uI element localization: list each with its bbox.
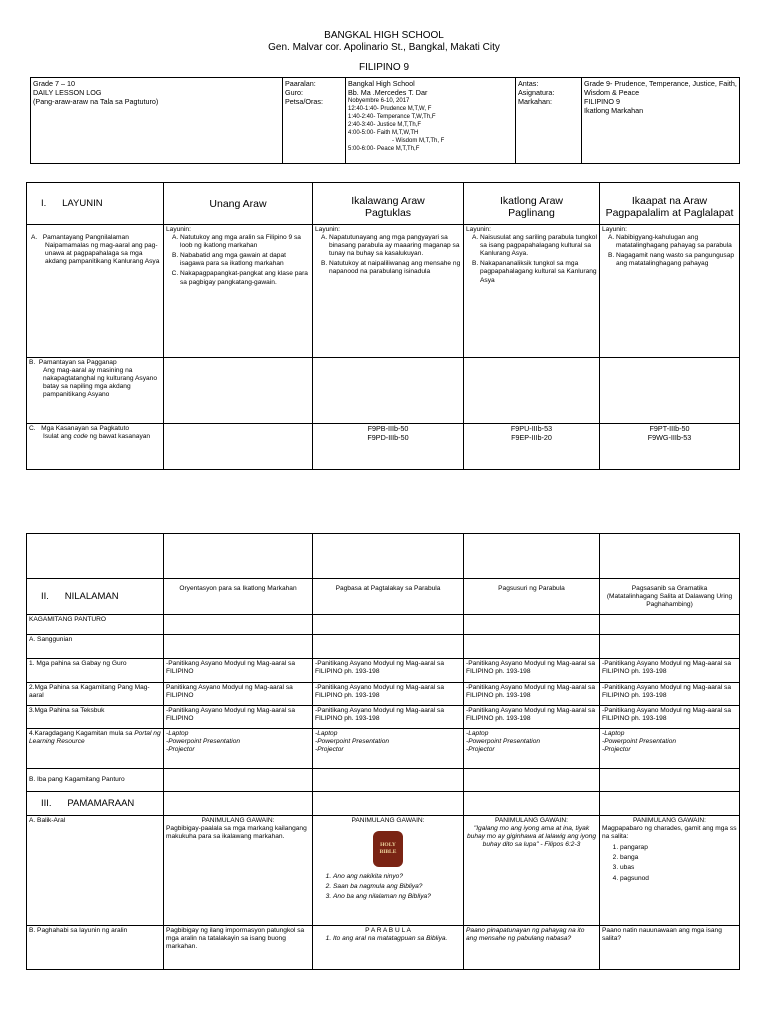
layunin-word: Layunin: bbox=[466, 226, 491, 233]
paaralan-label: Paaralan: bbox=[285, 79, 316, 88]
dll-title: DAILY LESSON LOG bbox=[33, 88, 102, 97]
day4-objectives bbox=[600, 225, 740, 358]
gabay-guro-day1: -Panitikang Asyano Modyul ng Mag-aaral sa FILIPINO bbox=[164, 659, 313, 683]
teksbuk-day4: -Panitikang Asyano Modyul ng Mag-aaral sa FILIPINO ph. 193-198 bbox=[600, 706, 740, 729]
layunin-table bbox=[26, 182, 740, 470]
row-a-label-block bbox=[29, 234, 161, 266]
materials-day4 bbox=[600, 729, 740, 769]
paghahabi-label: B. Paghahabi sa layunin ng aralin bbox=[27, 926, 164, 970]
day2-objectives bbox=[313, 225, 464, 358]
paghahabi-day4: Paano natin nauunawaan ang mga isang salita? bbox=[600, 926, 740, 970]
blank-cell bbox=[313, 769, 464, 792]
grade-cell bbox=[31, 78, 283, 164]
paghahabi-day1: Pagbibigay ng ilang impormasyon patungkol sa mga aralin na tatalakayin sa isang buong markahan. bbox=[164, 926, 313, 970]
layunin-number: I. bbox=[41, 198, 47, 209]
blank-cell bbox=[600, 792, 740, 816]
materials-day2 bbox=[313, 729, 464, 769]
day2-header: Ikalawang Araw Pagtuklas bbox=[313, 183, 464, 225]
parabula-heading: P A R A B U L A bbox=[365, 927, 411, 934]
row-a-title: Pamantayang Pangnilalaman bbox=[42, 234, 129, 241]
teksbuk-day3: -Panitikang Asyano Modyul ng Mag-aaral sa FILIPINO ph. 193-198 bbox=[464, 706, 600, 729]
kagamitang-mag-aaral-day3: -Panitikang Asyano Modyul ng Mag-aaral sa FILIPINO ph. 193-198 bbox=[464, 683, 600, 706]
content-day1: Oryentasyon para sa Ikatlong Markahan bbox=[164, 579, 313, 615]
row-c-desc-c: ng bawat kasanayan bbox=[87, 433, 151, 441]
blank-cell bbox=[464, 635, 600, 659]
pamamaraan-number: III. bbox=[41, 798, 52, 809]
teksbuk-day1: -Panitikang Asyano Modyul ng Mag-aaral sa FILIPINO bbox=[164, 706, 313, 729]
layunin-word: Layunin: bbox=[166, 226, 191, 233]
skill-code: F9EP-IIIb-20 bbox=[511, 432, 552, 442]
school-values-cell bbox=[346, 78, 516, 164]
blank-cell bbox=[313, 635, 464, 659]
schedule-line: - Wisdom M,T,Th, F bbox=[392, 138, 445, 144]
antas-label: Antas: bbox=[518, 79, 539, 88]
blank-cell bbox=[164, 635, 313, 659]
nilalaman-table bbox=[26, 533, 740, 970]
paghahabi-day2 bbox=[313, 926, 464, 970]
blank-cell bbox=[600, 534, 740, 579]
paaralan-value: Bangkal High School bbox=[348, 79, 415, 88]
kagamitang-mag-aaral-day4: -Panitikang Asyano Modyul ng Mag-aaral sa FILIPINO ph. 193-198 bbox=[600, 683, 740, 706]
balik-aral-day4 bbox=[600, 816, 740, 926]
row-c-day1 bbox=[164, 424, 313, 470]
question-item: 2. Saan ba nagmula ang Bibliya? bbox=[333, 883, 461, 891]
row-b-day3 bbox=[464, 358, 600, 424]
skill-code: F9WG-IIIb-53 bbox=[647, 432, 692, 442]
blank-cell bbox=[313, 615, 464, 635]
objective-item: B. Natutukoy at naipaliliwanag ang mensahe ng napanood na parabulang isinadula bbox=[329, 260, 461, 276]
gabay-guro-day2: -Panitikang Asyano Modyul ng Mag-aaral sa FILIPINO ph. 193-198 bbox=[313, 659, 464, 683]
school-name: BANGKAL HIGH SCHOOL bbox=[324, 30, 444, 41]
karagdagang-label-a: 4.Karagdagang Kagamitan mula sa bbox=[29, 730, 135, 737]
row-c-desc-b: code bbox=[73, 433, 88, 441]
schedule-line: 5:00-6:00- Peace M,T,Th,F bbox=[348, 146, 420, 152]
nilalaman-number: II. bbox=[41, 591, 49, 602]
blank-cell bbox=[313, 792, 464, 816]
row-c-day4 bbox=[600, 424, 740, 470]
guro-label: Guro: bbox=[285, 88, 303, 97]
balik-aral-day2 bbox=[313, 816, 464, 926]
blank-cell bbox=[164, 792, 313, 816]
schedule-line: 12:40-1:40- Prudence M,T,W, F bbox=[348, 106, 432, 112]
school-address: Gen. Malvar cor. Apolinario St., Bangkal, Makati City bbox=[268, 42, 500, 53]
markahan-label: Markahan: bbox=[518, 97, 552, 106]
info-table bbox=[30, 77, 740, 164]
material-item: -Powerpoint Presentation bbox=[466, 738, 541, 746]
blank-cell bbox=[600, 635, 740, 659]
word-item: 2. banga bbox=[620, 854, 737, 862]
nilalaman-title: NILALAMAN bbox=[64, 591, 119, 602]
pamamaraan-heading bbox=[27, 792, 164, 816]
parabula-item: 1. Ito ang aral na matatagpuan sa Bibliya. bbox=[333, 935, 461, 943]
question-item: 1. Ano ang nakikita ninyo? bbox=[333, 873, 461, 881]
karagdagang-label bbox=[27, 729, 164, 769]
dll-subtitle: (Pang-araw-araw na Tala sa Pagtuturo) bbox=[33, 97, 159, 106]
karagdagang-label-b: Portal ng Learning Resource bbox=[29, 730, 161, 746]
gabay-guro-day4: -Panitikang Asyano Modyul ng Mag-aaral sa FILIPINO ph. 193-198 bbox=[600, 659, 740, 683]
objective-item: A. Napatutunayang ang mga pangyayari sa binasang parabula ay maaaring maganap sa tunay na buhay sa kasalukuyan. bbox=[329, 234, 461, 258]
content-day3: Pagsusuri ng Parabula bbox=[464, 579, 600, 615]
grade-labels-cell bbox=[516, 78, 582, 164]
sanggunian-label: A. Sanggunian bbox=[27, 635, 164, 659]
blank-cell bbox=[164, 615, 313, 635]
skill-code: F9PD-IIIb-50 bbox=[367, 432, 409, 442]
balik-aral-day1 bbox=[164, 816, 313, 926]
blank-cell bbox=[164, 534, 313, 579]
row-b-day2 bbox=[313, 358, 464, 424]
guro-value: Bb. Ma .Mercedes T. Dar bbox=[348, 88, 428, 97]
layunin-word: Layunin: bbox=[315, 226, 340, 233]
material-item: -Projector bbox=[602, 746, 631, 754]
day4-header: Ikaapat na Araw Pagpapalalim at Paglalapat bbox=[600, 183, 740, 225]
blank-cell bbox=[27, 534, 164, 579]
nilalaman-heading bbox=[27, 579, 164, 615]
row-b-label bbox=[27, 358, 164, 424]
gabay-guro-label: 1. Mga pahina sa Gabay ng Guro bbox=[27, 659, 164, 683]
schedule-line: 2:40-3:40- Justice M,T,Th,F bbox=[348, 122, 422, 128]
material-item: -Laptop bbox=[166, 730, 189, 737]
blank-cell bbox=[464, 615, 600, 635]
gabay-guro-day3: -Panitikang Asyano Modyul ng Mag-aaral sa FILIPINO ph. 193-198 bbox=[464, 659, 600, 683]
objective-item: B. Nakapananaliksik tungkol sa mga pagpapahalagang kultural sa Kanlurang Asya bbox=[480, 260, 597, 284]
row-a-label bbox=[27, 225, 164, 358]
asignatura-value: FILIPINO 9 bbox=[584, 97, 620, 106]
day3-objectives bbox=[464, 225, 600, 358]
schedule-line: Nobyembre 6-10, 2017 bbox=[348, 98, 410, 104]
material-item: -Projector bbox=[166, 746, 195, 754]
teksbuk-day2: -Panitikang Asyano Modyul ng Mag-aaral sa FILIPINO ph. 193-198 bbox=[313, 706, 464, 729]
schedule-list bbox=[348, 97, 513, 153]
objective-item: A. Nabibigyang-kahulugan ang matatalinghagang pahayag sa parabula bbox=[616, 234, 737, 250]
row-c-day2 bbox=[313, 424, 464, 470]
kagamitang-label: KAGAMITANG PANTURO bbox=[27, 615, 164, 635]
kagamitang-mag-aaral-day2: -Panitikang Asyano Modyul ng Mag-aaral sa FILIPINO ph. 193-198 bbox=[313, 683, 464, 706]
material-item: -Laptop bbox=[315, 730, 338, 737]
row-c-desc-a: Isulat ang bbox=[43, 433, 74, 441]
materials-day1 bbox=[164, 729, 313, 769]
antas-value: Grade 9- Prudence, Temperance, Justice, Faith, Wisdom & Peace bbox=[584, 79, 737, 97]
word-item: 1. pangarap bbox=[620, 844, 737, 852]
asignatura-label: Asignatura: bbox=[518, 88, 555, 97]
layunin-word: Layunin: bbox=[602, 226, 627, 233]
blank-cell bbox=[313, 534, 464, 579]
balik-aral-text: Pagbibigay-paalala sa mga markang kailangang makukuha para sa ikalawang markahan. bbox=[166, 825, 307, 841]
charades-intro: Magpapabaro ng charades, gamit ang mga ss na salita: bbox=[602, 825, 737, 841]
material-item: -Projector bbox=[466, 746, 495, 754]
schedule-line: 1:40-2:40- Temperance T,W,Th,F bbox=[348, 114, 436, 120]
balik-aral-label: A. Balik-Aral bbox=[27, 816, 164, 926]
blank-cell bbox=[464, 792, 600, 816]
day3-header: Ikatlong Araw Paglinang bbox=[464, 183, 600, 225]
row-a-desc: Naipamamalas ng mag-aaral ang pag-unawa at pagpapahalaga sa mga akdang pampanitikang Kanlurang Asya bbox=[45, 242, 160, 266]
objective-item: B. Nababatid ang mga gawain at dapat isagawa para sa ikatlong markahan bbox=[180, 252, 310, 268]
blank-cell bbox=[600, 769, 740, 792]
material-item: -Laptop bbox=[602, 730, 625, 737]
material-item: -Projector bbox=[315, 746, 344, 754]
question-item: 3. Ano ba ang nilalaman ng Bibliya? bbox=[333, 893, 461, 901]
row-c-day3 bbox=[464, 424, 600, 470]
material-item: -Powerpoint Presentation bbox=[602, 738, 677, 746]
blank-cell bbox=[600, 615, 740, 635]
panimulang-heading: PANIMULANG GAWAIN: bbox=[201, 817, 275, 824]
material-item: -Powerpoint Presentation bbox=[315, 738, 390, 746]
petsa-label: Petsa/Oras: bbox=[285, 97, 323, 106]
bible-icon: HOLY BIBLE bbox=[373, 831, 403, 867]
teksbuk-label: 3.Mga Pahina sa Teksbuk bbox=[27, 706, 164, 729]
blank-cell bbox=[464, 534, 600, 579]
blank-cell bbox=[464, 769, 600, 792]
bible-quote: "Igalang mo ang iyong ama at ina, tiyak buhay mo ay giginhawa at lalawig ang iyong buhay dito sa lupa" - Filipos 6:2-3 bbox=[466, 825, 597, 849]
iba-pang-kagamitan-label: B. Iba pang Kagamitang Panturo bbox=[27, 769, 164, 792]
row-b-title: Pamantayan sa Pagganap bbox=[38, 359, 117, 366]
objective-item: A. Naisusulat ang sariling parabula tungkol sa isang pagpapahalagang kultural sa Kanlurang Asya. bbox=[480, 234, 597, 258]
row-b-day4 bbox=[600, 358, 740, 424]
day1-objectives bbox=[164, 225, 313, 358]
materials-day3 bbox=[464, 729, 600, 769]
content-day4: Pagsasanib sa Gramatika (Matatalinhagang Salita at Dalawang Uring Paghahambing) bbox=[600, 579, 740, 615]
skill-code: F9PB-IIIb-50 bbox=[367, 424, 409, 433]
paghahabi-day3: Paano pinapatunayan ng pahayag na ito ang mensahe ng pabulang nabasa? bbox=[464, 926, 600, 970]
row-b-desc: Ang mag-aaral ay masining na nakapagtatanghal ng kulturang Asyano batay sa napiling mga akdang pampanitikang Asyano bbox=[43, 367, 158, 399]
pamantayan-sa-pagganap: B. Pamantayan sa Pagganap bbox=[29, 359, 117, 366]
panimulang-heading: PANIMULANG GAWAIN: bbox=[351, 817, 425, 824]
school-labels-cell bbox=[283, 78, 346, 164]
skill-code: F9PU-IIIb-53 bbox=[510, 424, 553, 433]
pamantayang-pangnilalaman: A. Pamantayang Pangnilalaman bbox=[31, 234, 129, 241]
word-item: 4. pagsunod bbox=[620, 875, 737, 883]
row-b-day1 bbox=[164, 358, 313, 424]
balik-aral-day3 bbox=[464, 816, 600, 926]
markahan-value: Ikatlong Markahan bbox=[584, 106, 644, 115]
kagamitang-mag-aaral-day1: Panitikang Asyano Modyul ng Mag-aaral sa FILIPINO bbox=[164, 683, 313, 706]
objective-item: B. Nagagamit nang wasto sa pangungusap ang matatalinghagang pahayag bbox=[616, 252, 737, 268]
panimulang-heading: PANIMULANG GAWAIN: bbox=[632, 817, 707, 824]
layunin-heading bbox=[27, 183, 164, 225]
objective-item: C. Nakapagpapangkat-pangkat ang klase para sa pagbigay pangkatang-gawain. bbox=[180, 270, 310, 286]
material-item: -Laptop bbox=[466, 730, 489, 737]
row-c-desc bbox=[29, 433, 161, 441]
schedule-line: 4:00-5:00- Faith M,T,W,TH bbox=[348, 130, 419, 136]
blank-cell bbox=[164, 769, 313, 792]
grade-values-cell bbox=[582, 78, 740, 164]
row-c-title: Mga Kasanayan sa Pagkatuto bbox=[41, 425, 130, 432]
layunin-title: LAYUNIN bbox=[62, 198, 103, 209]
pamamaraan-title: PAMAMARAAN bbox=[67, 798, 135, 809]
material-item: -Powerpoint Presentation bbox=[166, 738, 241, 746]
content-day2: Pagbasa at Pagtalakay sa Parabula bbox=[313, 579, 464, 615]
skill-code: F9PT-IIIb-50 bbox=[649, 424, 690, 433]
panimulang-heading: PANIMULANG GAWAIN: bbox=[494, 817, 569, 824]
grade-range: Grade 7 – 10 bbox=[33, 79, 75, 88]
word-item: 3. ubas bbox=[620, 864, 737, 872]
mga-kasanayan: C. Mga Kasanayan sa Pagkatuto bbox=[29, 425, 130, 432]
kagamitang-mag-aaral-label: 2.Mga Pahina sa Kagamitang Pang Mag-aaral bbox=[27, 683, 164, 706]
row-c-label bbox=[27, 424, 164, 470]
subject-title: FILIPINO 9 bbox=[358, 62, 409, 73]
day1-header: Unang Araw bbox=[164, 183, 313, 225]
objective-item: A. Natutukoy ang mga aralin sa Filipino 9 sa loob ng ikatlong markahan bbox=[180, 234, 310, 250]
